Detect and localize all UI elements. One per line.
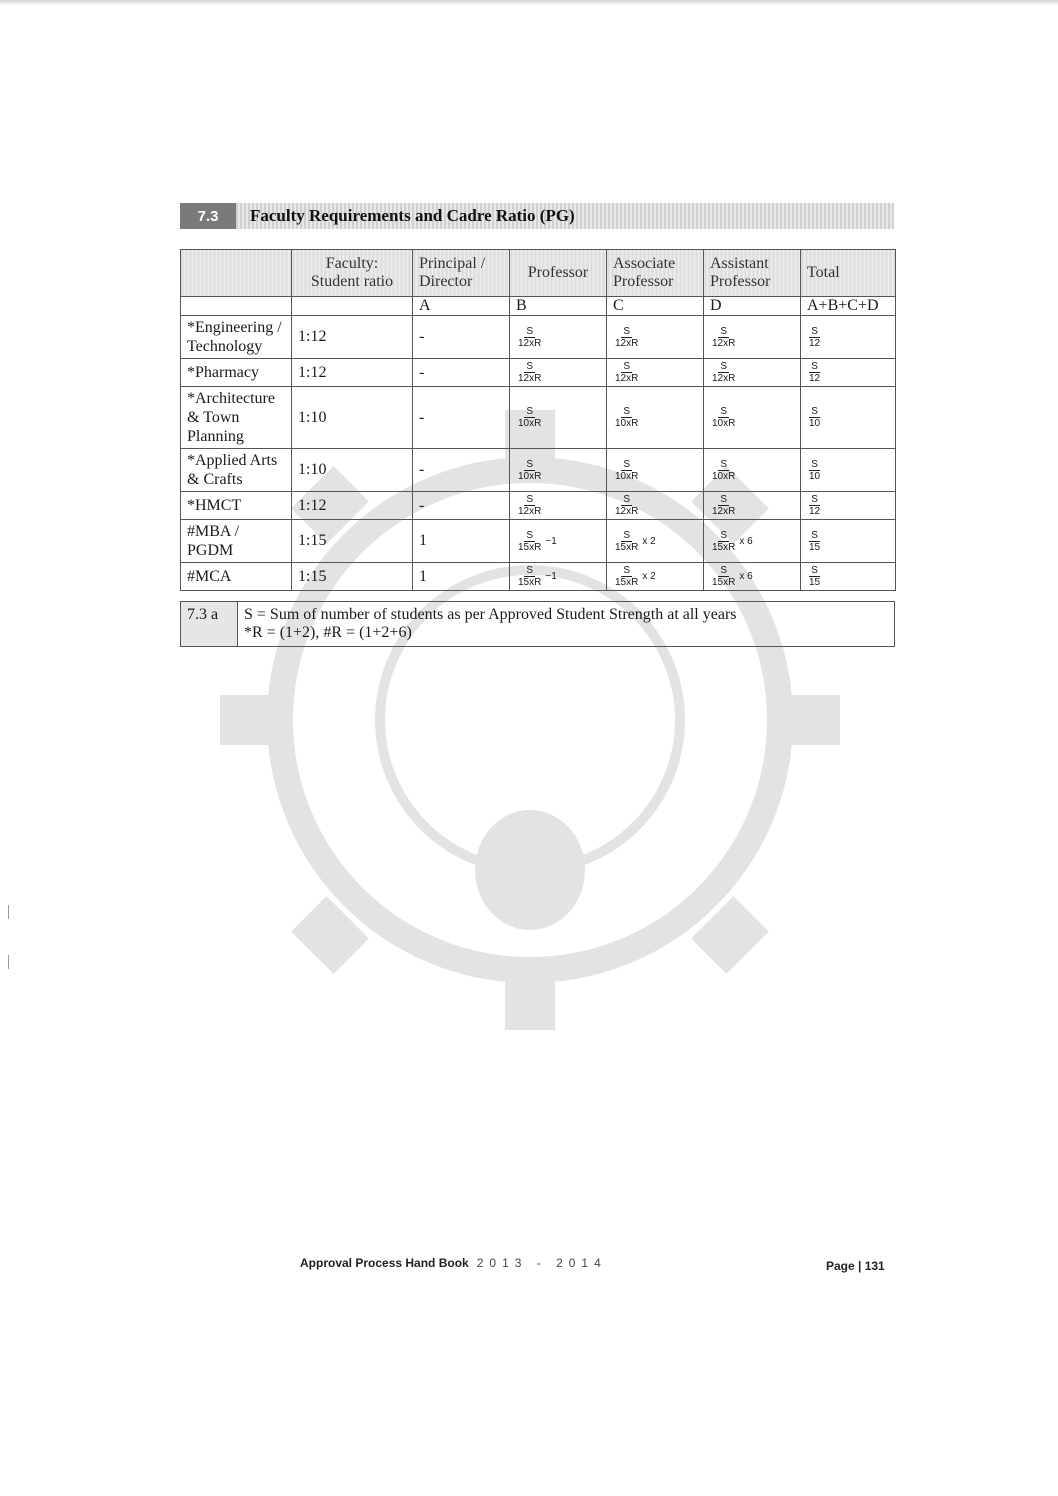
asst-formula-cell [704, 387, 801, 449]
prof-formula-cell [510, 492, 607, 520]
ratio-cell: 1:12 [292, 316, 413, 359]
fraction [613, 326, 640, 349]
fraction-numerator: S [623, 406, 631, 417]
fraction-denominator: 15xR [518, 577, 542, 588]
fraction-numerator: S [526, 406, 534, 417]
fraction-denominator: 15xR [712, 541, 736, 553]
fraction [516, 494, 543, 517]
formula [516, 326, 600, 349]
fraction-denominator: 12xR [712, 373, 736, 384]
fraction-numerator: S [811, 529, 818, 541]
assoc-formula-cell [607, 563, 704, 591]
fraction [613, 406, 640, 429]
total-formula-cell [801, 449, 896, 492]
fraction [710, 361, 737, 384]
fraction-numerator: S [526, 529, 534, 541]
ratio-cell: 1:15 [292, 520, 413, 563]
table-row [181, 520, 896, 563]
fraction [710, 494, 737, 517]
section-header [180, 203, 894, 229]
fraction-numerator: S [811, 565, 818, 576]
table-row [181, 492, 896, 520]
course-name: *Architecture & Town Planning [181, 387, 292, 449]
fraction [807, 361, 822, 384]
letter-cell: A+B+C+D [801, 297, 896, 316]
letter-cell: B [510, 297, 607, 316]
fraction [516, 459, 543, 482]
footer-years: 2013 - 2014 [476, 1256, 607, 1270]
fraction [710, 406, 737, 429]
fraction [613, 459, 640, 482]
fraction-denominator: 12 [809, 337, 821, 349]
formula [710, 494, 794, 517]
fraction-denominator: 10xR [712, 470, 736, 482]
ratio-cell: 1:10 [292, 387, 413, 449]
fraction-numerator: S [720, 458, 728, 470]
assoc-formula-cell [607, 316, 704, 359]
fraction-denominator: 10 [809, 418, 821, 429]
fraction [807, 406, 822, 429]
asst-formula-cell [704, 563, 801, 591]
scan-mark [8, 955, 9, 969]
section-number: 7.3 [180, 203, 236, 229]
fraction-numerator: S [526, 494, 534, 505]
asst-formula-cell [704, 316, 801, 359]
fraction [710, 459, 737, 482]
principal-cell: - [413, 316, 510, 359]
principal-cell: 1 [413, 563, 510, 591]
fraction [613, 361, 640, 384]
letter-cell [292, 297, 413, 316]
prof-formula-cell [510, 359, 607, 387]
formula [710, 459, 794, 482]
fraction-numerator: S [720, 529, 728, 541]
scan-mark [8, 905, 9, 919]
formula [807, 459, 889, 482]
formula [807, 406, 889, 429]
assoc-formula-cell [607, 359, 704, 387]
formula [516, 530, 600, 553]
fraction-denominator: 12xR [518, 373, 542, 384]
fraction-denominator: 15xR [615, 541, 639, 553]
fraction-denominator: 12xR [712, 337, 736, 349]
fraction-numerator: S [526, 458, 534, 470]
formula [613, 406, 697, 429]
footer-book-title: Approval Process Hand Book [300, 1256, 469, 1270]
letter-cell: A [413, 297, 510, 316]
prof-formula-cell [510, 387, 607, 449]
fraction-numerator: S [720, 361, 728, 372]
fraction-numerator: S [811, 325, 818, 337]
fraction-numerator: S [526, 361, 534, 372]
fraction-denominator: 15 [809, 541, 821, 553]
table-row [181, 316, 896, 359]
fraction-denominator: 12xR [615, 506, 639, 517]
fraction-denominator: 15xR [518, 541, 542, 553]
letter-cell: D [704, 297, 801, 316]
header-cell: Faculty: Student ratio [292, 250, 413, 297]
asst-formula-cell [704, 492, 801, 520]
formula [710, 530, 794, 553]
fraction [613, 494, 640, 517]
total-formula-cell [801, 316, 896, 359]
fraction-operator: x 2 [642, 535, 656, 547]
fraction [613, 565, 640, 588]
note-code: 7.3 a [181, 602, 238, 647]
note-line-2: *R = (1+2), #R = (1+2+6) [244, 624, 412, 641]
fraction-denominator: 10xR [518, 470, 542, 482]
fraction-numerator: S [720, 406, 728, 417]
fraction [710, 326, 737, 349]
fraction [807, 326, 822, 349]
asst-formula-cell [704, 449, 801, 492]
fraction-numerator: S [811, 361, 818, 372]
prof-formula-cell [510, 563, 607, 591]
fraction-operator: −1 [545, 571, 557, 582]
assoc-formula-cell [607, 492, 704, 520]
fraction [516, 361, 543, 384]
formula [807, 565, 889, 588]
prof-formula-cell [510, 316, 607, 359]
table-row [181, 449, 896, 492]
section-title: Faculty Requirements and Cadre Ratio (PG) [250, 206, 575, 225]
fraction-operator: x 6 [739, 571, 753, 582]
course-name: *HMCT [181, 492, 292, 520]
total-formula-cell [801, 563, 896, 591]
fraction-numerator: S [526, 565, 534, 576]
fraction-denominator: 15 [809, 577, 821, 588]
formula [516, 494, 600, 517]
course-name: *Pharmacy [181, 359, 292, 387]
formula [807, 361, 889, 384]
total-formula-cell [801, 520, 896, 563]
course-name: *Applied Arts & Crafts [181, 449, 292, 492]
fraction-denominator: 12 [809, 506, 821, 517]
formula [710, 565, 794, 588]
fraction [807, 565, 822, 588]
assoc-formula-cell [607, 387, 704, 449]
fraction-denominator: 10xR [615, 418, 639, 429]
formula [613, 565, 697, 588]
principal-cell: - [413, 387, 510, 449]
formula [516, 406, 600, 429]
fraction [516, 406, 543, 429]
ratio-cell: 1:12 [292, 492, 413, 520]
total-formula-cell [801, 387, 896, 449]
formula [613, 326, 697, 349]
fraction-operator: x 2 [642, 571, 656, 582]
note-line-1: S = Sum of number of students as per Approved Student Strength at all years [244, 606, 737, 623]
fraction-denominator: 12xR [615, 337, 639, 349]
total-formula-cell [801, 359, 896, 387]
formula [807, 494, 889, 517]
fraction-denominator: 12xR [518, 506, 542, 517]
formula [710, 361, 794, 384]
table-row [181, 563, 896, 591]
header-cell: Principal / Director [413, 250, 510, 297]
course-name: *Engineering / Technology [181, 316, 292, 359]
formula [710, 326, 794, 349]
fraction [710, 565, 737, 588]
principal-cell: - [413, 492, 510, 520]
fraction-denominator: 12xR [518, 337, 542, 349]
footer-book [300, 1256, 607, 1270]
fraction-denominator: 12 [809, 373, 821, 384]
formula [710, 406, 794, 429]
fraction-numerator: S [526, 325, 534, 337]
formula [516, 565, 600, 588]
principal-cell: - [413, 359, 510, 387]
fraction-denominator: 15xR [712, 577, 736, 588]
header-cell: Assistant Professor [704, 250, 801, 297]
fraction [516, 326, 543, 349]
table-row [181, 359, 896, 387]
fraction-operator: −1 [545, 535, 557, 547]
fraction-numerator: S [720, 494, 728, 505]
fraction-denominator: 10xR [712, 418, 736, 429]
fraction-denominator: 15xR [615, 577, 639, 588]
principal-cell: - [413, 449, 510, 492]
fraction [807, 494, 822, 517]
fraction-numerator: S [623, 458, 631, 470]
assoc-formula-cell [607, 520, 704, 563]
fraction [710, 530, 737, 553]
letter-cell [181, 297, 292, 316]
letter-cell: C [607, 297, 704, 316]
assoc-formula-cell [607, 449, 704, 492]
formula [807, 530, 889, 553]
fraction [807, 459, 822, 482]
note-text [238, 602, 895, 647]
ratio-cell: 1:15 [292, 563, 413, 591]
formula [613, 494, 697, 517]
ratio-cell: 1:12 [292, 359, 413, 387]
fraction [516, 530, 543, 553]
header-cell: Associate Professor [607, 250, 704, 297]
fraction-operator: x 6 [739, 535, 753, 547]
fraction-numerator: S [811, 458, 818, 470]
prof-formula-cell [510, 449, 607, 492]
total-formula-cell [801, 492, 896, 520]
header-cell: Total [801, 250, 896, 297]
formula [613, 361, 697, 384]
footer-page-number: Page | 131 [826, 1259, 885, 1273]
fraction [613, 530, 640, 553]
fraction-denominator: 10 [809, 470, 821, 482]
prof-formula-cell [510, 520, 607, 563]
table-header-row [181, 250, 896, 297]
fraction-numerator: S [623, 361, 631, 372]
fraction-numerator: S [623, 494, 631, 505]
fraction-numerator: S [720, 325, 728, 337]
course-name: #MCA [181, 563, 292, 591]
fraction-numerator: S [623, 529, 631, 541]
column-letter-row [181, 297, 896, 316]
ratio-cell: 1:10 [292, 449, 413, 492]
note-table [180, 601, 895, 647]
fraction-denominator: 10xR [615, 470, 639, 482]
table-row [181, 387, 896, 449]
fraction-numerator: S [623, 325, 631, 337]
fraction-denominator: 12xR [712, 506, 736, 517]
fraction-numerator: S [811, 494, 818, 505]
asst-formula-cell [704, 520, 801, 563]
fraction-denominator: 12xR [615, 373, 639, 384]
faculty-ratio-table [180, 249, 896, 591]
course-name: #MBA / PGDM [181, 520, 292, 563]
formula [807, 326, 889, 349]
header-cell [181, 250, 292, 297]
fraction [516, 565, 543, 588]
fraction-numerator: S [811, 406, 818, 417]
fraction-numerator: S [720, 565, 728, 576]
formula [613, 530, 697, 553]
formula [516, 459, 600, 482]
header-cell: Professor [510, 250, 607, 297]
principal-cell: 1 [413, 520, 510, 563]
fraction [807, 530, 822, 553]
fraction-numerator: S [623, 565, 631, 576]
formula [613, 459, 697, 482]
formula [516, 361, 600, 384]
asst-formula-cell [704, 359, 801, 387]
fraction-denominator: 10xR [518, 418, 542, 429]
scan-edge [0, 0, 1058, 6]
